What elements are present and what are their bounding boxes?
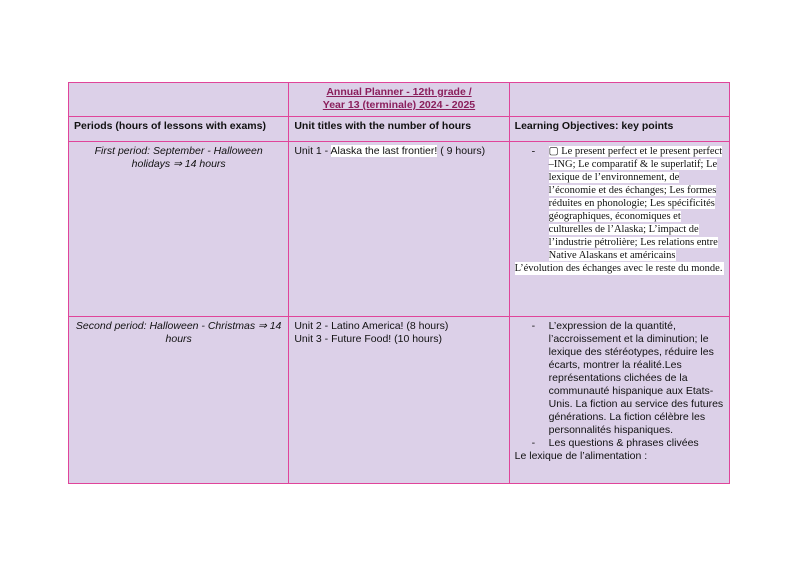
objectives-list [515, 320, 724, 450]
unit-line: Unit 3 - Future Food! (10 hours) [294, 333, 442, 345]
objective-trail: Le lexique de l’alimentation : [514, 450, 648, 462]
unit-prefix: Unit 1 - [294, 145, 331, 157]
header-objectives: Learning Objectives: key points [509, 117, 729, 142]
unit-cell [289, 317, 509, 484]
list-item [549, 145, 724, 262]
unit-line: Unit 2 - Latino America! (8 hours) [294, 320, 449, 332]
list-item: - Les questions & phrases clivées [549, 437, 724, 450]
period-cell: Second period: Halloween - Christmas ⇒ 14 hours [69, 317, 289, 484]
list-item: - L’expression de la quantité, l’accroissement et la diminution; le lexique des stéréotypes, réduire les écarts, montrer la réalité.Les représentations clichées de la communauté hispanique aux Etats-Unis. La fiction au service des futures générations. La fiction célèbre les personnalités hispaniques. [549, 320, 724, 437]
title-cell [289, 83, 509, 117]
title-empty-left [69, 83, 289, 117]
objective-trail: L’évolution des échanges avec le reste du monde. [514, 263, 723, 274]
unit-title: Alaska the last frontier! [330, 145, 438, 157]
objectives-cell [509, 142, 729, 317]
period-cell: First period: September - Halloween holidays ⇒ 14 hours [69, 142, 289, 317]
title-row [69, 83, 730, 117]
header-periods: Periods (hours of lessons with exams) [69, 117, 289, 142]
objectives-cell [509, 317, 729, 484]
unit-hours: ( 9 hours) [437, 145, 486, 157]
annual-planner-table [68, 82, 730, 484]
header-row [69, 117, 730, 142]
table-row [69, 142, 730, 317]
header-units: Unit titles with the number of hours [289, 117, 509, 142]
table-row [69, 317, 730, 484]
unit-cell [289, 142, 509, 317]
objective-text: ▢ Le present perfect et le present perfect –ING; Le comparatif & le superlatif; Le lexique de l’environnement, de l’économie et des échanges; Les formes réduites en phonologie; Les spécificités géographiques, économiques et culturelles de l’Alaska; L’impact de l’industrie pétrolière; Les relations entre Native Alaskans et américains [548, 146, 723, 261]
title-empty-right [509, 83, 729, 117]
planner-title: Annual Planner - 12th grade / Year 13 (terminale) 2024 - 2025 [322, 86, 476, 111]
objectives-list [515, 145, 724, 262]
